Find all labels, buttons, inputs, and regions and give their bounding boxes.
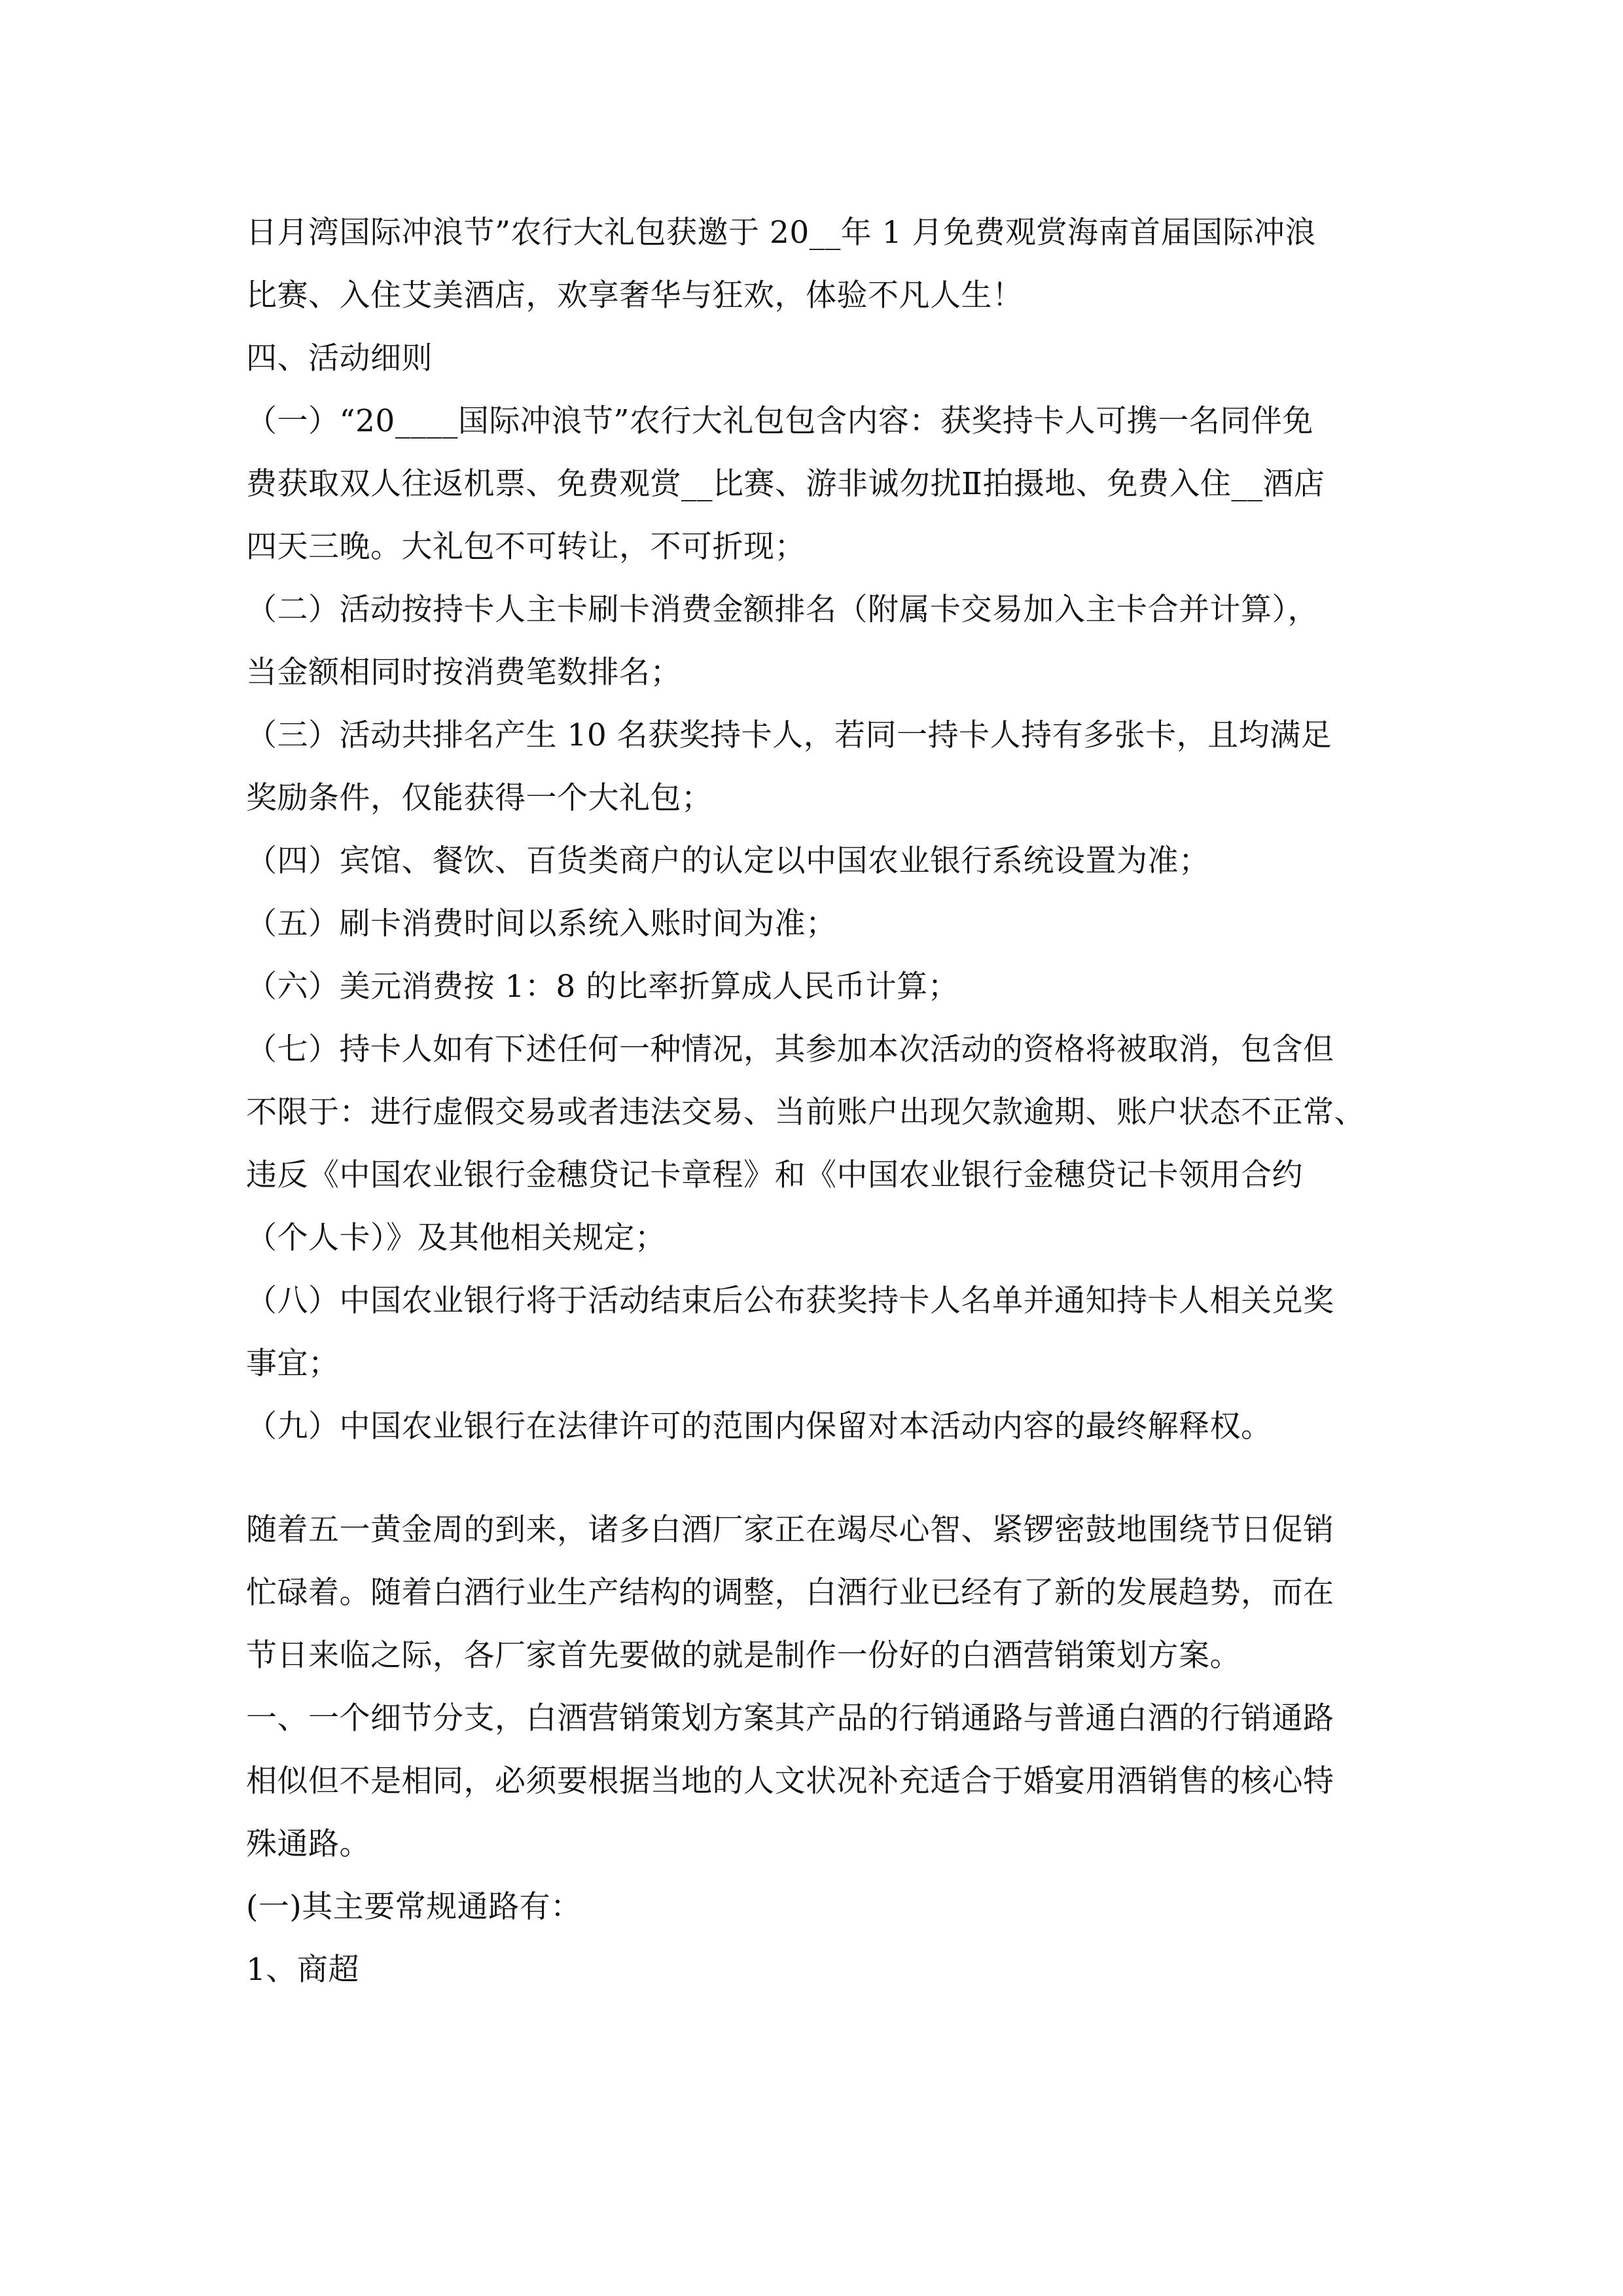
rule-item-line: （九）中国农业银行在法律许可的范围内保留对本活动内容的最终解释权。 — [246, 1408, 1272, 1444]
paragraph-line: 殊通路。 — [246, 1826, 370, 1862]
rule-item-line: （七）持卡人如有下述任何一种情况，其参加本次活动的资格将被取消，包含但 — [246, 1031, 1334, 1067]
paragraph-line: 节日来临之际，各厂家首先要做的就是制作一份好的白酒营销策划方案。 — [246, 1638, 1241, 1674]
rule-item-line: （二）活动按持卡人主卡刷卡消费金额排名（附属卡交易加入主卡合并计算）， — [246, 592, 1319, 628]
rule-item-line: （一）“20____国际冲浪节”农行大礼包包含内容：获奖持卡人可携一名同伴免 — [246, 403, 1313, 439]
rule-item-line: （五）刷卡消费时间以系统入账时间为准； — [246, 906, 837, 942]
rule-item-line: 违反《中国农业银行金穗贷记卡章程》和《中国农业银行金穗贷记卡领用合约 — [246, 1157, 1303, 1193]
rule-item-line: （六）美元消费按 1：8 的比率折算成人民币计算； — [246, 969, 959, 1005]
marketing-plan-section — [246, 1499, 1398, 2001]
rule-item-line: （三）活动共排名产生 10 名获奖持卡人，若同一持卡人持有多张卡，且均满足 — [246, 717, 1332, 753]
activity-rules-section — [246, 202, 1398, 1458]
paragraph-line: 日月湾国际冲浪节”农行大礼包获邀于 20__年 1 月免费观赏海南首届国际冲浪 — [246, 215, 1317, 251]
rule-item-line: 四天三晚。大礼包不可转让，不可折现； — [246, 529, 806, 565]
paragraph-line: 随着五一黄金周的到来，诸多白酒厂家正在竭尽心智、紧锣密鼓地围绕节日促销 — [246, 1512, 1334, 1548]
rule-item-line: 奖励条件，仅能获得一个大礼包； — [246, 780, 713, 816]
paragraph-line: 比赛、入住艾美酒店，欢享奢华与狂欢，体验不凡人生！ — [246, 278, 1024, 314]
rule-item-line: （个人卡）》及其他相关规定； — [246, 1220, 666, 1256]
subheading: (一)其主要常规通路有： — [246, 1889, 582, 1925]
rule-item-line: 当金额相同时按消费笔数排名； — [246, 655, 681, 691]
rule-item-line: （四）宾馆、餐饮、百货类商户的认定以中国农业银行系统设置为准； — [246, 843, 1210, 879]
paragraph-line: 忙碌着。随着白酒行业生产结构的调整，白酒行业已经有了新的发展趋势，而在 — [246, 1575, 1334, 1611]
rule-item-line: （八）中国农业银行将于活动结束后公布获奖持卡人名单并通知持卡人相关兑奖 — [246, 1283, 1334, 1319]
rule-item-line: 事宜； — [246, 1346, 340, 1382]
rule-item-line: 不限于：进行虚假交易或者违法交易、当前账户出现欠款逾期、账户状态不正常、 — [246, 1094, 1365, 1130]
list-item: 1、商超 — [246, 1952, 359, 1988]
paragraph-line: 一、一个细节分支，白酒营销策划方案其产品的行销通路与普通白酒的行销通路 — [246, 1700, 1334, 1736]
paragraph-line: 相似但不是相同，必须要根据当地的人文状况补充适合于婚宴用酒销售的核心特 — [246, 1763, 1334, 1799]
rule-item-line: 费获取双人往返机票、免费观赏__比赛、游非诚勿扰Ⅱ拍摄地、免费入住__酒店 — [246, 466, 1325, 502]
section-heading: 四、活动细则 — [246, 340, 433, 376]
